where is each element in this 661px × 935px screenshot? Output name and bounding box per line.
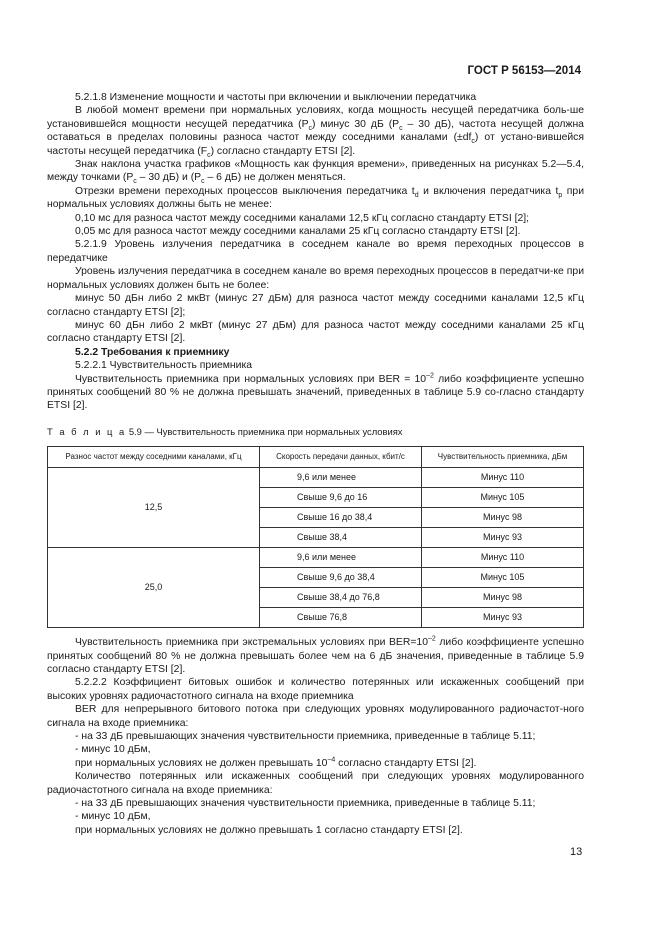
paragraph: В любой момент времени при нормальных условиях, когда мощность несущей передатчика боль-ше установившейся мощности несущей передатчика $(P_c)$ минус 30 дБ ($P_c - 30$ дБ), частота несущей должна оставаться в пределах половины разноса частот между соседними каналами $(\pm df_c)$ от устано-вившейся частоты несущей передатчика $(F_c)$ согласно стандарту ETSI [2]. [47, 105, 584, 159]
paragraph: Количество потерянных или искаженных сообщений при следующих уровнях модулированного радиочастотного сигнала на входе приемника: [47, 771, 584, 796]
paragraph: минус 60 дБн либо 2 мкВт (минус 27 дБм) для разноса частот между соседними каналами 25 кГц согласно стандарту ETSI [2]. [47, 319, 584, 345]
section-5-2-1-9-title: 5.2.1.9 Уровень излучения передатчика в соседнем канале во время переходных процессов в передатчике [47, 239, 584, 264]
sensitivity-cell: Минус 110 [422, 548, 584, 568]
sensitivity-cell: Минус 98 [422, 588, 584, 608]
sensitivity-cell: Минус 110 [422, 468, 584, 488]
section-5-2-2-title: 5.2.2 Требования к приемнику [75, 346, 230, 358]
page-number: 13 [570, 846, 583, 858]
paragraph: Уровень излучения передатчика в соседнем канале во время переходных процессов в передатчи-ке при нормальных условиях должен быть не более: [47, 266, 584, 291]
list-item: - минус 10 дБм, [75, 744, 151, 756]
list-item: - на 33 дБ превышающих значения чувствительности приемника, приведенные в таблице 5.11; [75, 798, 536, 810]
sensitivity-table [47, 446, 584, 628]
paragraph: Отрезки времени переходных процессов выключения передатчика $t_d$ и включения передатчика $t_p$ при нормальных условиях должны быть не менее: [47, 185, 584, 211]
section-5-2-1-8-title: 5.2.1.8 Изменение мощности и частоты при включении и выключении передатчика [75, 92, 477, 103]
section-5-2-2-1-title: 5.2.2.1 Чувствительность приемника [75, 360, 253, 372]
column-header: Чувствительность приемника, дБм [422, 447, 584, 468]
paragraph: 0,10 мс для разноса частот между соседними каналами 12,5 кГц согласно стандарту ETSI [2]; [75, 212, 530, 224]
sensitivity-cell: Минус 105 [422, 568, 584, 588]
data-rate-cell: Свыше 9,6 до 38,4 [260, 568, 422, 588]
sensitivity-cell: Минус 93 [422, 528, 584, 548]
paragraph: Чувствительность приемника при нормальных условиях при BER = $10^{-2}$ либо коэффициенте успешно принятых сообщений 80 % не должна превышать значений, приведенных в таблице 5.9 со-гласно стандарту ETSI [2]. [47, 372, 584, 412]
sensitivity-cell: Минус 93 [422, 608, 584, 628]
data-rate-cell: 9,6 или менее [260, 468, 422, 488]
paragraph: Знак наклона участка графиков «Мощность как функция времени», приведенных на рисунках 5.2—5.4, между точками ($P_c - 30$ дБ) и ($P_c - 6$ дБ) не должен меняться. [47, 159, 584, 186]
column-header: Разнос частот между соседними каналами, кГц [48, 447, 260, 468]
table-title: Т а б л и ц а 5.9 — Чувствительность приемника при нормальных условиях [47, 425, 403, 437]
sensitivity-cell: Минус 105 [422, 488, 584, 508]
data-rate-cell: Свыше 38,4 [260, 528, 422, 548]
sensitivity-cell: Минус 98 [422, 508, 584, 528]
list-item: - минус 10 дБм, [75, 811, 151, 823]
paragraph: при нормальных условиях не должно превышать 1 согласно стандарту ETSI [2]. [75, 824, 463, 836]
paragraph: 0,05 мс для разноса частот между соседними каналами 25 кГц согласно стандарту ETSI [2]. [75, 226, 521, 238]
paragraph: Чувствительность приемника при экстремальных условиях при $BER=10^{-2}$ либо коэффициенте успешно принятых сообщений 80 % не должна превышать более чем на 6 дБ значения, приведенные в таблице 5.9 согласно стандарту ETSI [2]. [47, 635, 584, 675]
channel-spacing-cell: 25,0 [48, 548, 260, 628]
data-rate-cell: 9,6 или менее [260, 548, 422, 568]
paragraph: при нормальных условиях не должен превышать $10^{-4}$ согласно стандарту ETSI [2]. [75, 756, 477, 769]
table-row [48, 468, 584, 488]
paragraph: минус 50 дБн либо 2 мкВт (минус 27 дБм) для разноса частот между соседними каналами 12,5 кГц согласно стандарту ETSI [2]; [47, 293, 584, 318]
list-item: - на 33 дБ превышающих значения чувствительности приемника, приведенные в таблице 5.11; [75, 731, 536, 742]
data-rate-cell: Свыше 9,6 до 16 [260, 488, 422, 508]
column-header: Скорость передачи данных, кбит/с [260, 447, 422, 468]
section-5-2-2-2-title: 5.2.2.2 Коэффициент битовых ошибок и количество потерянных или искаженных сообщений при высоких уровнях радиочастотного сигнала на входе приемника [47, 677, 584, 702]
paragraph: BER для непрерывного битового потока при следующих уровнях модулированного радиочастот-ного сигнала на входе приемника: [47, 704, 584, 729]
page-body [47, 91, 584, 837]
data-rate-cell: Свыше 76,8 [260, 608, 422, 628]
data-rate-cell: Свыше 16 до 38,4 [260, 508, 422, 528]
table-row [48, 548, 584, 568]
data-rate-cell: Свыше 38,4 до 76,8 [260, 588, 422, 608]
document-code: ГОСТ Р 56153—2014 [467, 65, 581, 77]
channel-spacing-cell: 12,5 [48, 468, 260, 548]
